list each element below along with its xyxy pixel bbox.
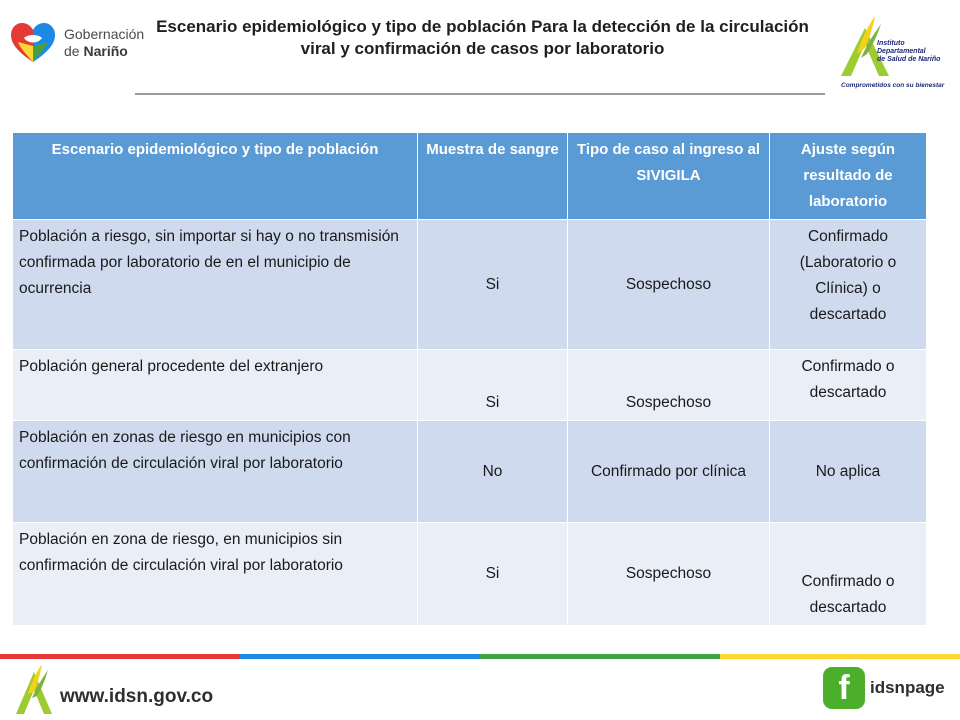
cell-muestra: Si [418,350,568,421]
cell-ajuste: Confirmado o descartado [770,523,927,626]
idsn-footer-emblem-icon [14,664,58,716]
gobernacion-narino-logo [10,18,150,68]
cell-ajuste: No aplica [770,421,927,523]
cell-tipo-caso: Sospechoso [568,220,770,350]
table-row [13,350,927,421]
table-row [13,523,927,626]
cell-tipo-caso: Sospechoso [568,523,770,626]
facebook-handle[interactable]: idsnpage [870,678,945,697]
gob-line1: Gobernación [64,26,145,42]
idsn-line2: Departamental [877,48,926,55]
facebook-icon[interactable]: f [823,667,865,709]
cell-escenario: Población en zonas de riesgo en municipios con confirmación de circulación viral por laboratorio [13,421,418,523]
cell-ajuste: Confirmado o descartado [770,350,927,421]
title-divider [135,93,825,95]
cell-ajuste: Confirmado (Laboratorio o Clínica) o descartado [770,220,927,350]
footer-bar-yellow [720,654,960,659]
table-row [13,220,927,350]
website-link[interactable]: www.idsn.gov.co [60,686,214,707]
cell-muestra: No [418,421,568,523]
header-escenario: Escenario epidemiológico y tipo de población [13,133,418,220]
cell-escenario: Población general procedente del extranjero [13,350,418,421]
idsn-slogan: Comprometidos con su bienestar [841,82,945,89]
idsn-line3: de Salud de Nariño [877,56,941,63]
footer-color-bar [0,654,960,659]
cell-tipo-caso: Sospechoso [568,350,770,421]
scenario-table-container [12,132,926,626]
footer-bar-green [480,654,720,659]
header-ajuste: Ajuste según resultado de laboratorio [770,133,927,220]
footer-bar-blue [240,654,480,659]
scenario-table [12,132,927,626]
slide-title: Escenario epidemiológico y tipo de población Para la detección de la circulación viral y confirmación de casos por laboratorio [156,17,809,58]
table-header-row [13,133,927,220]
table-row [13,421,927,523]
gob-line2-bold: Nariño [83,43,128,59]
cell-muestra: Si [418,523,568,626]
idsn-line1: Instituto [877,40,905,47]
cell-muestra: Si [418,220,568,350]
cell-escenario: Población en zona de riesgo, en municipios sin confirmación de circulación viral por laboratorio [13,523,418,626]
cell-escenario: Población a riesgo, sin importar si hay o no transmisión confirmada por laboratorio de en el municipio de ocurrencia [13,220,418,350]
heart-logo-icon [10,22,56,64]
header-muestra: Muestra de sangre [418,133,568,220]
header-tipo-caso: Tipo de caso al ingreso al SIVIGILA [568,133,770,220]
idsn-logo [835,14,947,98]
cell-tipo-caso: Confirmado por clínica [568,421,770,523]
gobernacion-wordmark [64,26,144,60]
idsn-wordmark [877,40,940,64]
footer-bar-red [0,654,240,659]
gob-line2-prefix: de [64,43,84,59]
